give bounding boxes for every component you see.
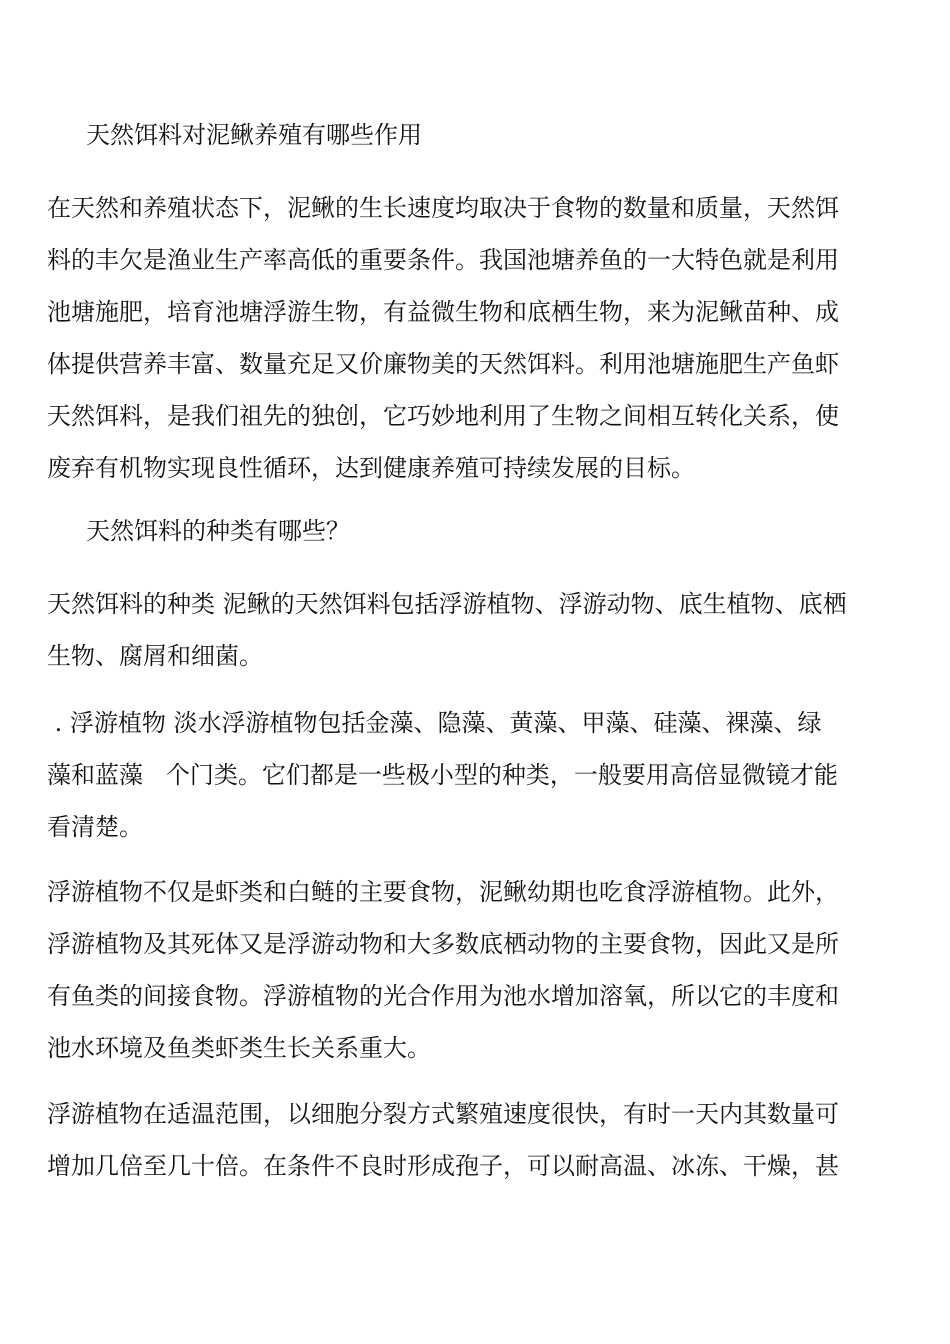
paragraph-line: 浮游植物在适温范围，以细胞分裂方式繁殖速度很快，有时一天内其数量可	[47, 1100, 839, 1128]
paragraph-line: 废弃有机物实现良性循环，达到健康养殖可持续发展的目标。	[47, 454, 695, 482]
paragraph-phytoplankton	[47, 697, 907, 853]
paragraph-line: 浮游植物不仅是虾类和白鲢的主要食物，泥鳅幼期也吃食浮游植物。此外，	[47, 878, 839, 906]
paragraph-phytoplankton-food	[47, 866, 907, 1074]
section-heading-feed-types: 天然饵料的种类有哪些？	[86, 517, 350, 545]
paragraph-line: 看清楚。	[47, 813, 143, 841]
paragraph-line: 在天然和养殖状态下，泥鳅的生长速度均取决于食物的数量和质量，天然饵	[47, 194, 839, 222]
paragraph-line: 料的丰欠是渔业生产率高低的重要条件。我国池塘养鱼的一大特色就是利用	[47, 246, 839, 274]
section-heading-role-of-natural-feed: 天然饵料对泥鳅养殖有哪些作用	[86, 121, 422, 149]
paragraph-line: 天然饵料的种类 泥鳅的天然饵料包括浮游植物、浮游动物、底生植物、底栖	[47, 590, 847, 618]
paragraph-line: 生物、腐屑和细菌。	[47, 642, 263, 670]
paragraph-line: 天然饵料，是我们祖先的独创，它巧妙地利用了生物之间相互转化关系，使	[47, 402, 839, 430]
paragraph-line: . 浮游植物 淡水浮游植物包括金藻、隐藻、黄藻、甲藻、硅藻、裸藻、绿	[47, 709, 822, 737]
paragraph-line: 体提供营养丰富、数量充足又价廉物美的天然饵料。利用池塘施肥生产鱼虾	[47, 350, 839, 378]
paragraph-line: 增加几倍至几十倍。在条件不良时形成孢子，可以耐高温、冰冻、干燥，甚	[47, 1152, 839, 1180]
paragraph-phytoplankton-reproduction	[47, 1088, 907, 1192]
paragraph-role-of-natural-feed	[47, 182, 907, 494]
paragraph-line: 藻和蓝藻 个门类。它们都是一些极小型的种类，一般要用高倍显微镜才能	[47, 761, 838, 789]
paragraph-line: 有鱼类的间接食物。浮游植物的光合作用为池水增加溶氧，所以它的丰度和	[47, 982, 839, 1010]
paragraph-line: 池塘施肥，培育池塘浮游生物，有益微生物和底栖生物，来为泥鳅苗种、成	[47, 298, 839, 326]
paragraph-feed-types	[47, 578, 907, 682]
paragraph-line: 池水环境及鱼类虾类生长关系重大。	[47, 1034, 431, 1062]
paragraph-line: 浮游植物及其死体又是浮游动物和大多数底栖动物的主要食物，因此又是所	[47, 930, 839, 958]
